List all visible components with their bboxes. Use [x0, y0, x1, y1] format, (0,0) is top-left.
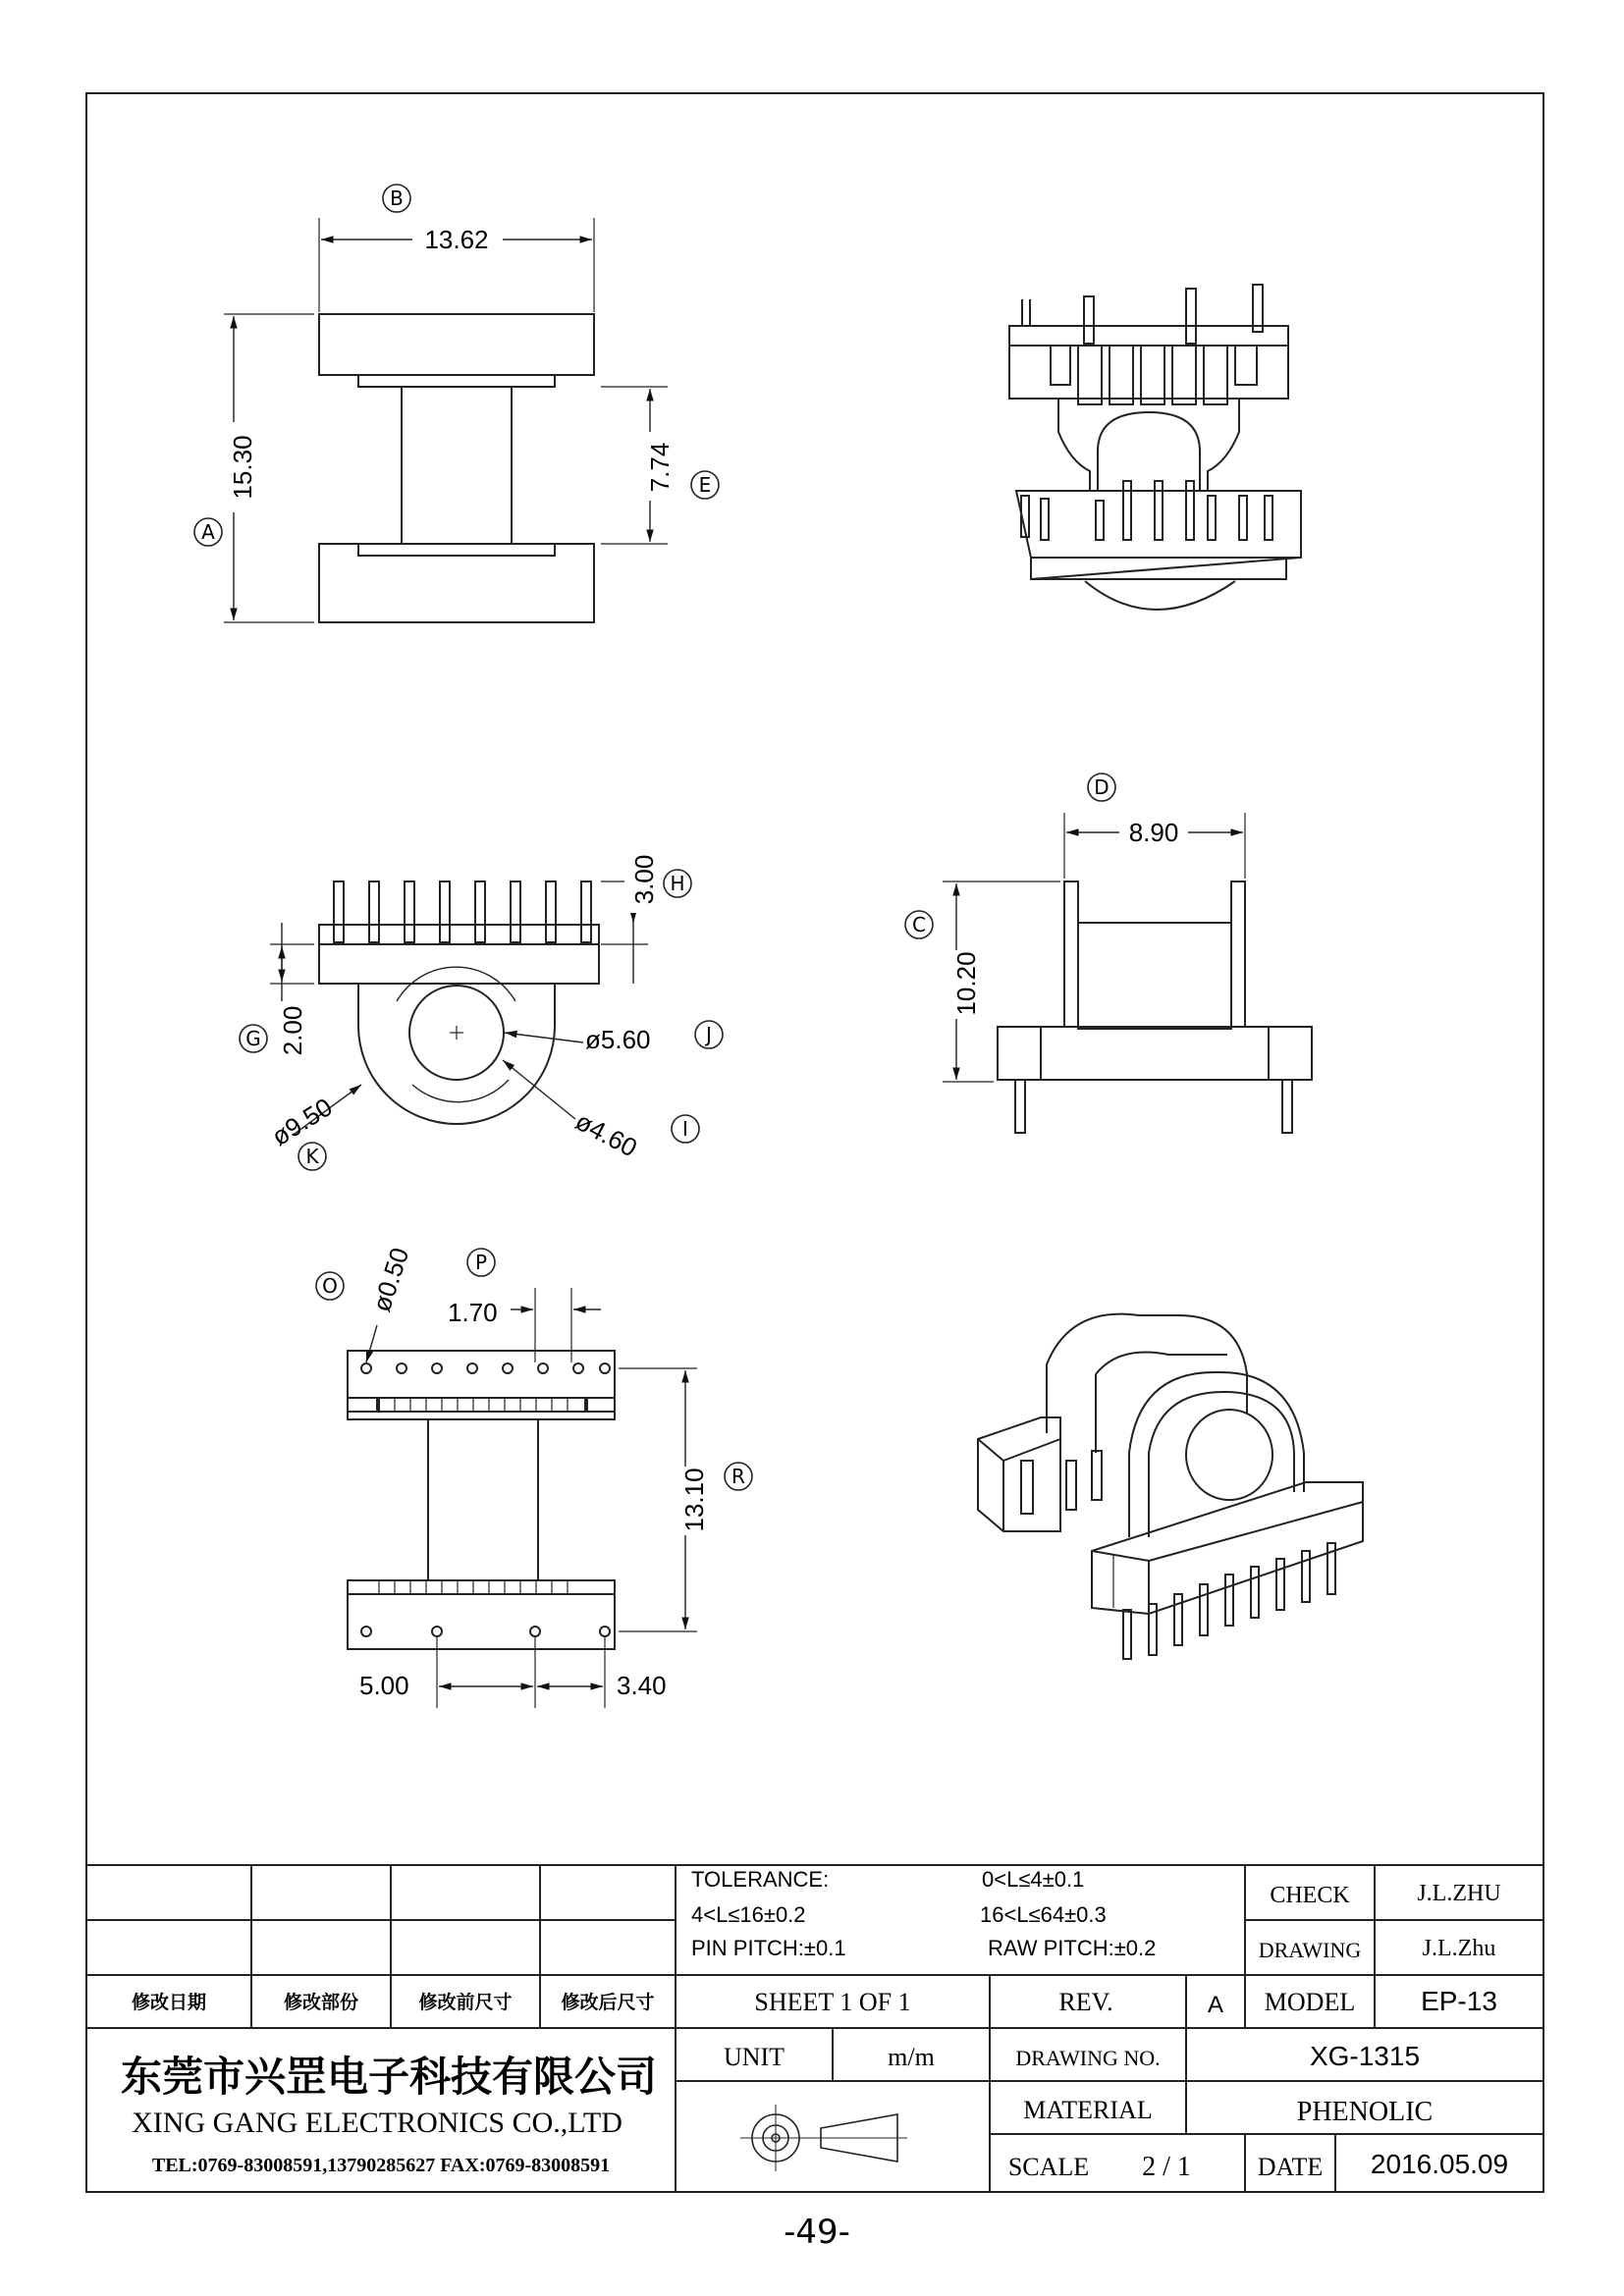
projection-symbol-icon — [740, 2105, 907, 2171]
callout-e: E — [698, 473, 712, 497]
dim-g-value: 2.00 — [278, 1005, 307, 1056]
page-number: -49- — [784, 2213, 850, 2252]
rev-value: A — [1207, 1992, 1224, 2018]
model-value: EP-13 — [1421, 1986, 1497, 2016]
end-view — [943, 813, 1312, 1133]
dim-p-value: 1.70 — [448, 1298, 498, 1327]
dim-i-value: ø4.60 — [570, 1105, 642, 1163]
tolerance-1: 0<L≤4±0.1 — [982, 1867, 1085, 1892]
dim-d-value: 8.90 — [1128, 818, 1179, 847]
model-label: MODEL — [1264, 1988, 1356, 2016]
company-name-cn: 东莞市兴罡电子科技有限公司 — [120, 2053, 658, 2101]
dim-o-value: ø0.50 — [366, 1244, 415, 1315]
drawing-label: DRAWING — [1258, 1938, 1362, 1962]
scale-value: 2 / 1 — [1142, 2152, 1191, 2182]
dim-c-value: 10.20 — [951, 951, 981, 1016]
side-view — [270, 854, 648, 1134]
callout-a: A — [201, 520, 215, 544]
callout-r: R — [731, 1465, 745, 1488]
front-view — [224, 218, 668, 622]
dim-j-value: ø5.60 — [585, 1025, 651, 1054]
date-label: DATE — [1257, 2153, 1324, 2181]
rev-header-part: 修改部份 — [283, 1992, 359, 2013]
callout-i: I — [682, 1117, 688, 1141]
rev-header-date: 修改日期 — [131, 1992, 207, 2013]
tolerance-title: TOLERANCE: — [691, 1867, 830, 1892]
drawing-value: J.L.Zhu — [1422, 1936, 1496, 1961]
callout-o: O — [322, 1274, 338, 1298]
callout-h: H — [670, 872, 685, 895]
check-value: J.L.ZHU — [1417, 1881, 1501, 1906]
material-label: MATERIAL — [1023, 2096, 1153, 2124]
dim-pin-a-value: 5.00 — [359, 1671, 409, 1700]
tolerance-3: 16<L≤64±0.3 — [980, 1902, 1107, 1927]
drawing-no-value: XG-1315 — [1309, 2041, 1421, 2071]
unit-label: UNIT — [723, 2043, 785, 2071]
scale-label: SCALE — [1007, 2153, 1090, 2181]
rev-header-before: 修改前尺寸 — [418, 1992, 513, 2013]
callout-b: B — [390, 187, 404, 210]
dim-k-value: ø9.50 — [266, 1092, 338, 1152]
callout-j: J — [706, 1023, 712, 1046]
callout-c: C — [912, 913, 926, 936]
dim-pin-b-value: 3.40 — [617, 1671, 667, 1700]
date-value: 2016.05.09 — [1370, 2149, 1509, 2179]
unit-value: m/m — [888, 2043, 935, 2071]
callout-d: D — [1094, 775, 1110, 799]
sheet-info: SHEET 1 OF 1 — [754, 1988, 911, 2016]
iso-view-bottom — [978, 1314, 1363, 1659]
pin-pitch: PIN PITCH:±0.1 — [691, 1936, 846, 1960]
title-block-grid — [86, 1865, 1543, 2192]
check-label: CHECK — [1270, 1883, 1350, 1908]
callout-g: G — [245, 1027, 261, 1050]
iso-view-top — [1009, 285, 1301, 610]
dim-e-value: 7.74 — [645, 442, 675, 493]
company-contact: TEL:0769-83008591,13790285627 FAX:0769-83008591 — [151, 2155, 611, 2176]
rev-header-after: 修改后尺寸 — [561, 1992, 655, 2013]
bottom-view — [348, 1288, 697, 1708]
dim-r-value: 13.10 — [679, 1468, 709, 1532]
company-name-en: XING GANG ELECTRONICS CO.,LTD — [132, 2107, 623, 2139]
material-value: PHENOLIC — [1296, 2097, 1434, 2127]
dim-b-value: 13.62 — [424, 225, 489, 254]
tolerance-2: 4<L≤16±0.2 — [691, 1902, 806, 1927]
drawing-no-label: DRAWING NO. — [1015, 2046, 1161, 2070]
raw-pitch: RAW PITCH:±0.2 — [988, 1936, 1157, 1960]
callout-k: K — [305, 1145, 319, 1168]
dim-h-value: 3.00 — [629, 854, 659, 905]
rev-label: REV. — [1058, 1988, 1113, 2016]
callout-p: P — [474, 1251, 488, 1274]
dim-a-value: 15.30 — [228, 435, 257, 500]
